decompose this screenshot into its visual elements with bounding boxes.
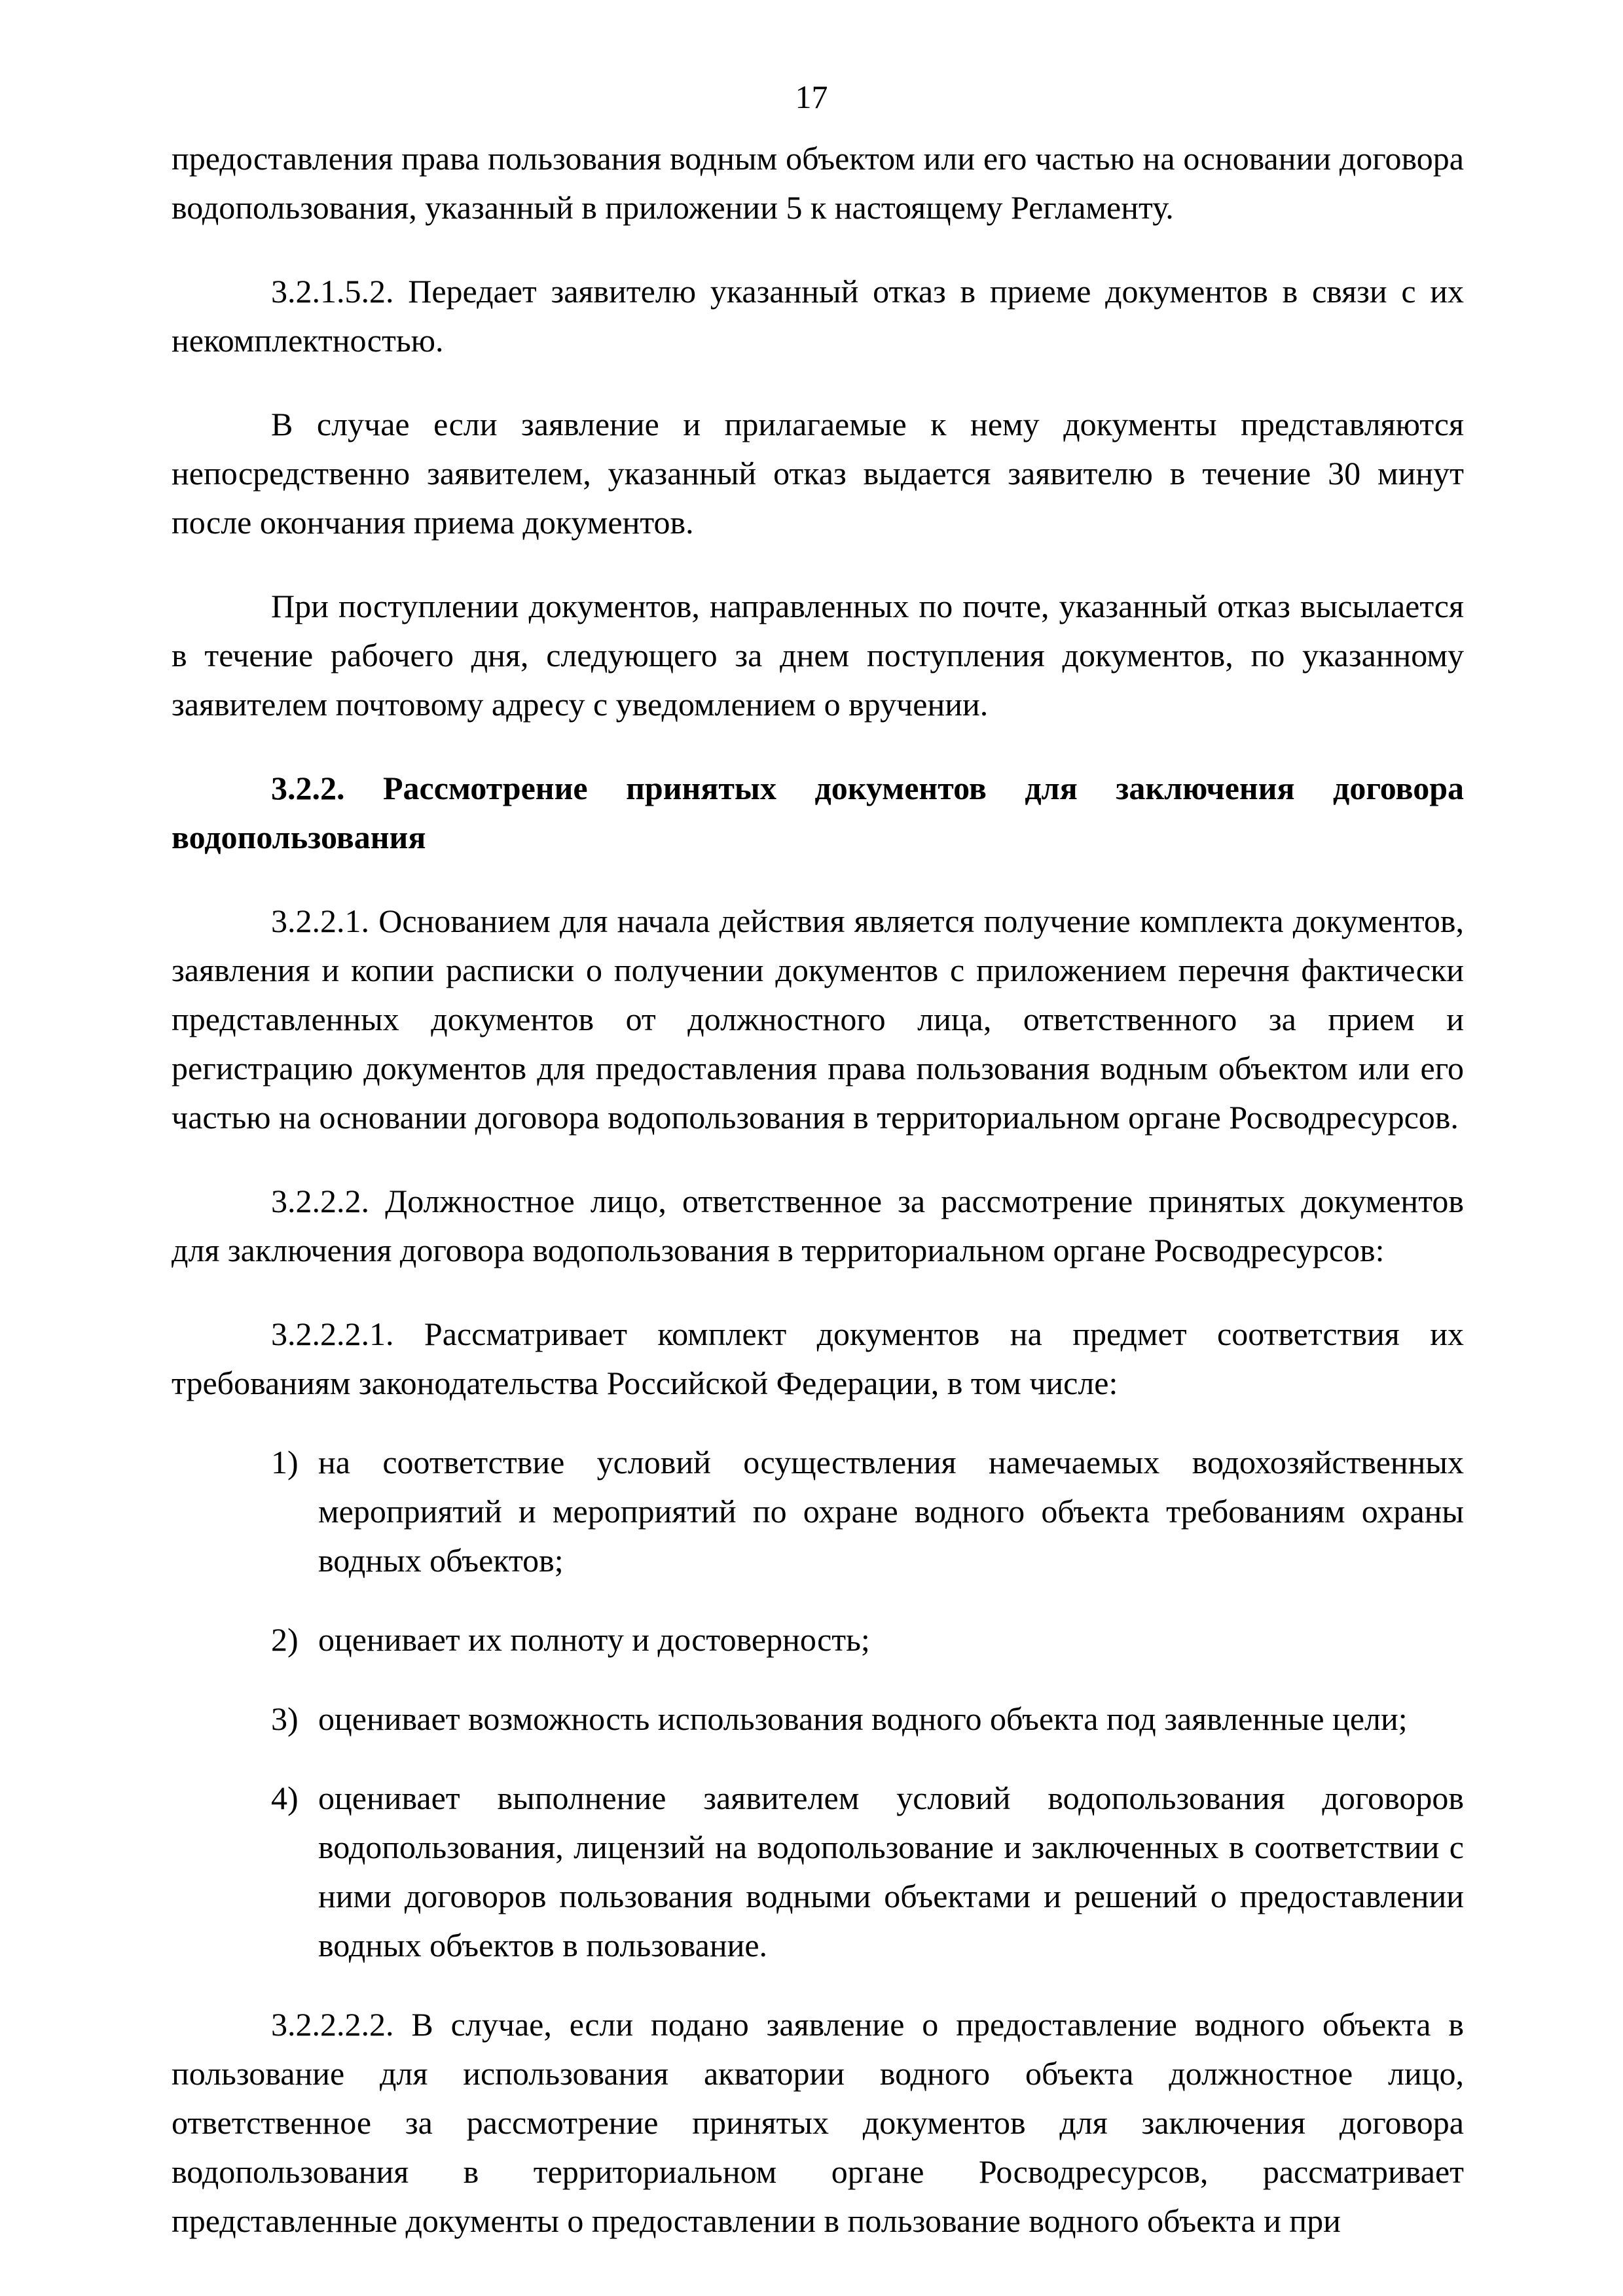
- list-item-text: оценивает выполнение заявителем условий водопользования договоров водопользования, лицензий на водопользование и заключенных в соответствии с ними договоров пользования водными объектами и решений о предоставлении водных объектов в пользование.: [318, 1780, 1464, 1964]
- list-item: [172, 1695, 1464, 1744]
- document-body: [172, 134, 1464, 2246]
- paragraph-3-2-1-5-2: 3.2.1.5.2. Передает заявителю указанный отказ в приеме документов в связи с их некомплектностью.: [172, 273, 1464, 359]
- paragraph-3-2-2-2-2: 3.2.2.2.2. В случае, если подано заявление о предоставление водного объекта в пользование для использования акватории водного объекта должностное лицо, ответственное за рассмотрение принятых документов для заключения договора водопользования в территориальном органе Росводресурсов, рассматривает представленные документы о предоставлении в пользование водного объекта и при: [172, 2006, 1464, 2239]
- paragraph-postal-submission: При поступлении документов, направленных по почте, указанный отказ высылается в течение рабочего дня, следующего за днем поступления документов, по указанному заявителем почтовому адресу с уведомлением о вручении.: [172, 588, 1464, 723]
- paragraph-3-2-2-2: 3.2.2.2. Должностное лицо, ответственное за рассмотрение принятых документов для заключения договора водопользования в территориальном органе Росводресурсов:: [172, 1183, 1464, 1268]
- list-item-number: 4): [271, 1780, 299, 1816]
- paragraph-direct-submission: В случае если заявление и прилагаемые к нему документы представляются непосредственно заявителем, указанный отказ выдается заявителю в течение 30 минут после окончания приема документов.: [172, 406, 1464, 541]
- list-item-number: 3): [271, 1700, 299, 1737]
- paragraph-continuation: предоставления права пользования водным объектом или его частью на основании договора водопользования, указанный в приложении 5 к настоящему Регламенту.: [172, 140, 1464, 226]
- list-item-number: 2): [271, 1621, 299, 1658]
- list-item-number: 1): [271, 1444, 299, 1480]
- paragraph-3-2-2-1: 3.2.2.1. Основанием для начала действия является получение комплекта документов, заявления и копии расписки о получении документов с приложением перечня фактически представленных документов от должностного лица, ответственного за прием и регистрацию документов для предоставления права пользования водным объектом или его частью на основании договора водопользования в территориальном органе Росводресурсов.: [172, 903, 1464, 1136]
- page-number: 17: [795, 79, 828, 115]
- list-item-text: оценивает их полноту и достоверность;: [318, 1621, 870, 1658]
- list-item: [172, 1774, 1464, 1970]
- section-heading-text: 3.2.2. Рассмотрение принятых документов для заключения договора водопользования: [172, 770, 1464, 855]
- paragraph-3-2-2-2-1: 3.2.2.2.1. Рассматривает комплект документов на предмет соответствия их требованиям законодательства Российской Федерации, в том числе:: [172, 1316, 1464, 1401]
- section-heading-3-2-2: [172, 764, 1464, 862]
- requirements-list: [172, 1438, 1464, 1970]
- list-item-text: на соответствие условий осуществления намечаемых водохозяйственных мероприятий и мероприятий по охране водного объекта требованиям охраны водных объектов;: [318, 1444, 1464, 1579]
- list-item-text: оценивает возможность использования водного объекта под заявленные цели;: [318, 1700, 1408, 1737]
- list-item: [172, 1438, 1464, 1585]
- list-item: [172, 1615, 1464, 1664]
